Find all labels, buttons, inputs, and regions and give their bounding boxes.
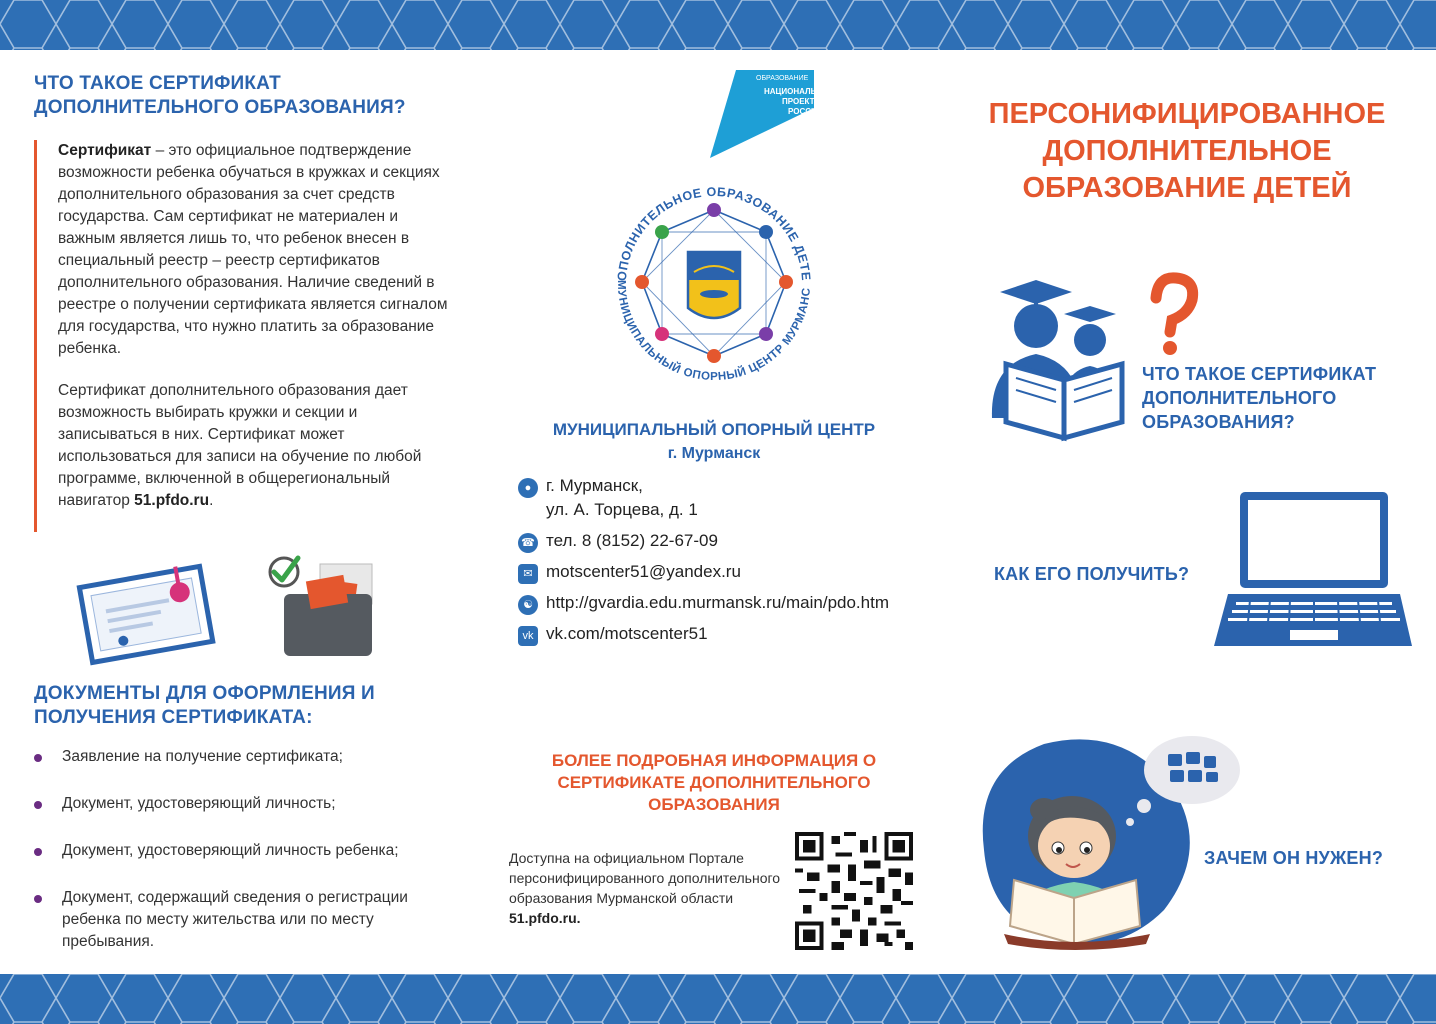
certificate-heading: ЧТО ТАКОЕ СЕРТИФИКАТ ДОПОЛНИТЕЛЬНОГО ОБРАЗОВАНИЯ? (34, 73, 406, 118)
center-city: г. Мурманск (667, 445, 761, 462)
vk-link[interactable]: vk.com/motscenter51 (546, 624, 708, 643)
list-item (34, 793, 454, 815)
list-item (34, 887, 454, 953)
contact-vk (518, 622, 948, 646)
bottom-hex-band (0, 974, 1436, 1024)
national-projects-logo (706, 68, 836, 165)
seal-bottom-text: МУНИЦИПАЛЬНЫЙ ОПОРНЫЙ ЦЕНТР МУРМАНС (614, 280, 814, 384)
list-item (34, 746, 454, 768)
contact-site (518, 591, 948, 615)
site-link[interactable]: http://gvardia.edu.murmansk.ru/main/pdo.htm (546, 593, 889, 612)
address-line-2: ул. А. Торцева, д. 1 (546, 500, 698, 519)
usage-end: . (209, 492, 214, 509)
list-item (34, 840, 454, 862)
email-link[interactable]: motscenter51@yandex.ru (546, 562, 741, 581)
bullet-icon (34, 801, 42, 809)
document-item-text: Заявление на получение сертификата; (62, 748, 343, 765)
bullet-icon (34, 848, 42, 856)
portal-info (509, 848, 789, 928)
vk-icon: vk (518, 626, 538, 646)
logo-top-text: ОБРАЗОВАНИЕ (756, 75, 809, 82)
question-how: КАК ЕГО ПОЛУЧИТЬ? (994, 564, 1190, 584)
document-item-text: Документ, удостоверяющий личность; (62, 795, 336, 812)
bullet-icon (34, 895, 42, 903)
documents-list (34, 746, 454, 978)
bullet-icon (34, 754, 42, 762)
document-item-text: Документ, содержащий сведения о регистрации ребенка по месту жительства или по месту пребывания. (62, 889, 408, 950)
location-icon: ● (518, 478, 538, 498)
definition-term: Сертификат (58, 142, 152, 159)
logo-line-1: НАЦИОНАЛЬНЫЕ (764, 87, 836, 96)
paragraph-definition (58, 140, 454, 360)
portal-link[interactable]: 51.pfdo.ru. (509, 910, 581, 926)
center-title (474, 418, 954, 466)
brochure-title: ПЕРСОНИФИЦИРОВАННОЕ ДОПОЛНИТЕЛЬНОЕ ОБРАЗОВАНИЕ ДЕТЕЙ (988, 98, 1386, 204)
hex-pattern-top (0, 0, 1436, 50)
more-info-heading: БОЛЕЕ ПОДРОБНАЯ ИНФОРМАЦИЯ О СЕРТИФИКАТЕ ДОПОЛНИТЕЛЬНОГО ОБРАЗОВАНИЯ (551, 751, 877, 814)
left-panel (0, 50, 474, 974)
address-line-1: г. Мурманск, (546, 476, 643, 495)
documents-heading: ДОКУМЕНТЫ ДЛЯ ОФОРМЛЕНИЯ И ПОЛУЧЕНИЯ СЕРТИФИКАТА: (34, 683, 375, 728)
usage-text: Сертификат дополнительного образования дает возможность выбирать кружки и секции и записываться в них. Сертификат может использоваться для записи на обучение по любой программе, включенной в общерегиональный навигатор (58, 382, 422, 509)
certificate-illustration (78, 558, 218, 663)
contact-address (518, 474, 948, 522)
definition-text: – это официальное подтверждение возможности ребенка обучаться в кружках и секциях дополнительного образования за счет средств государства. Сам сертификат не материален и важным является лишь то, что ребенок внесен в специальный реестр – реестр сертификатов дополнительного образования. Наличие сведений в реестре о получении сертификата является сигналом для государства, что нужно платить за образование ребенка. (58, 142, 448, 357)
contact-phone (518, 529, 948, 553)
question-why: ЗАЧЕМ ОН НУЖЕН? (1204, 848, 1384, 868)
mail-icon: ✉ (518, 564, 538, 584)
girl-reading-illustration (974, 730, 1234, 955)
top-hex-band (0, 0, 1436, 50)
middle-panel (474, 50, 954, 974)
logo-line-2: ПРОЕКТЫ (782, 97, 823, 106)
center-name: МУНИЦИПАЛЬНЫЙ ОПОРНЫЙ ЦЕНТР (552, 420, 876, 439)
document-item-text: Документ, удостоверяющий личность ребенка; (62, 842, 399, 859)
navigator-link[interactable]: 51.pfdo.ru (134, 492, 210, 509)
question-what: ЧТО ТАКОЕ СЕРТИФИКАТ ДОПОЛНИТЕЛЬНОГО ОБРАЗОВАНИЯ? (1142, 364, 1377, 432)
globe-icon: ☯ (518, 595, 538, 615)
contact-email (518, 560, 948, 584)
seal-top-text: ОПОЛНИТЕЛЬНОЕ ОБРАЗОВАНИЕ ДЕТЕ (614, 184, 814, 282)
portal-text: Доступна на официальном Портале персонифицированного дополнительного образования Мурманской области (509, 850, 781, 906)
municipal-center-seal (598, 168, 830, 405)
right-panel (954, 50, 1436, 974)
hex-pattern-bottom (0, 974, 1436, 1024)
qr-code[interactable] (795, 832, 913, 955)
certificate-description (34, 140, 454, 532)
laptop-illustration (1210, 490, 1414, 657)
paragraph-usage (58, 380, 454, 512)
wallet-illustration (262, 544, 382, 665)
logo-line-3: РОССИИ (788, 107, 823, 116)
contacts-list (518, 474, 948, 653)
phone-icon: ☎ (518, 533, 538, 553)
phone-text[interactable]: тел. 8 (8152) 22-67-09 (546, 531, 718, 550)
